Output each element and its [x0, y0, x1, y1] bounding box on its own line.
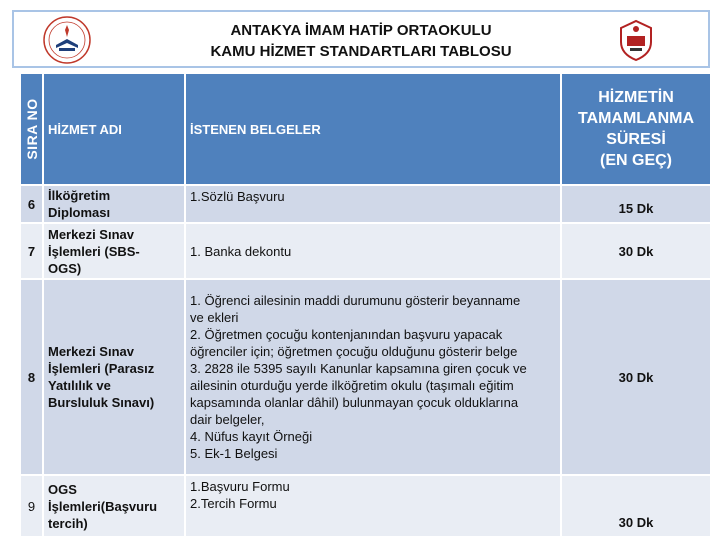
service-name: İlköğretim Diploması	[43, 185, 185, 223]
required-documents: 1. Öğrenci ailesinin maddi durumunu gösterir beyanname ve ekleri 2. Öğretmen çocuğu kontenjanından başvuru yapacak öğrenciler için; öğretmen çocuğu olduğunu gösterir belge 3. 2828 ile 5395 sayılı Kanunlar kapsamına giren çocuk ve ailesinin oturduğu yerde ilköğretim okulu (taşımalı eğitim kapsamında olanlar dâhil) bulunmayan çocuk olduklarına dair belgeler, 4. Nüfus kayıt Örneği 5. Ek-1 Belgesi	[185, 279, 561, 475]
row-number: 9	[20, 475, 43, 537]
row-number: 8	[20, 279, 43, 475]
completion-time: 30 Dk	[561, 475, 711, 537]
completion-time: 30 Dk	[561, 223, 711, 279]
completion-time: 30 Dk	[561, 279, 711, 475]
completion-time: 15 Dk	[561, 185, 711, 223]
service-standards-table	[19, 72, 712, 538]
required-documents: 1.Sözlü Başvuru	[185, 185, 561, 223]
title-line-2: KAMU HİZMET STANDARTLARI TABLOSU	[210, 43, 512, 60]
required-documents: 1.Başvuru Formu 2.Tercih Formu	[185, 475, 561, 537]
service-name: OGS İşlemleri(Başvuru tercih)	[43, 475, 185, 537]
page-header	[12, 10, 710, 68]
school-emblem-icon	[618, 18, 654, 62]
required-documents: 1. Banka dekontu	[185, 223, 561, 279]
header-hizmet-adi: HİZMET ADI	[43, 73, 185, 185]
service-name: Merkezi Sınav İşlemleri (SBS- OGS)	[43, 223, 185, 279]
table-row	[20, 185, 711, 223]
header-tamamlanma-suresi: HİZMETİN TAMAMLANMA SÜRESİ (EN GEÇ)	[561, 73, 711, 185]
page-title	[134, 20, 588, 62]
row-number: 7	[20, 223, 43, 279]
table-header-row	[20, 73, 711, 185]
service-name: Merkezi Sınav İşlemleri (Parasız Yatılılık ve Bursluluk Sınavı)	[43, 279, 185, 475]
table-row	[20, 475, 711, 537]
table-row	[20, 279, 711, 475]
header-sira-no: SIRA NO	[20, 73, 43, 185]
header-istenen-belgeler: İSTENEN BELGELER	[185, 73, 561, 185]
meb-logo-icon	[42, 15, 92, 65]
table-row	[20, 223, 711, 279]
title-line-1: ANTAKYA İMAM HATİP ORTAOKULU	[230, 22, 492, 39]
row-number: 6	[20, 185, 43, 223]
